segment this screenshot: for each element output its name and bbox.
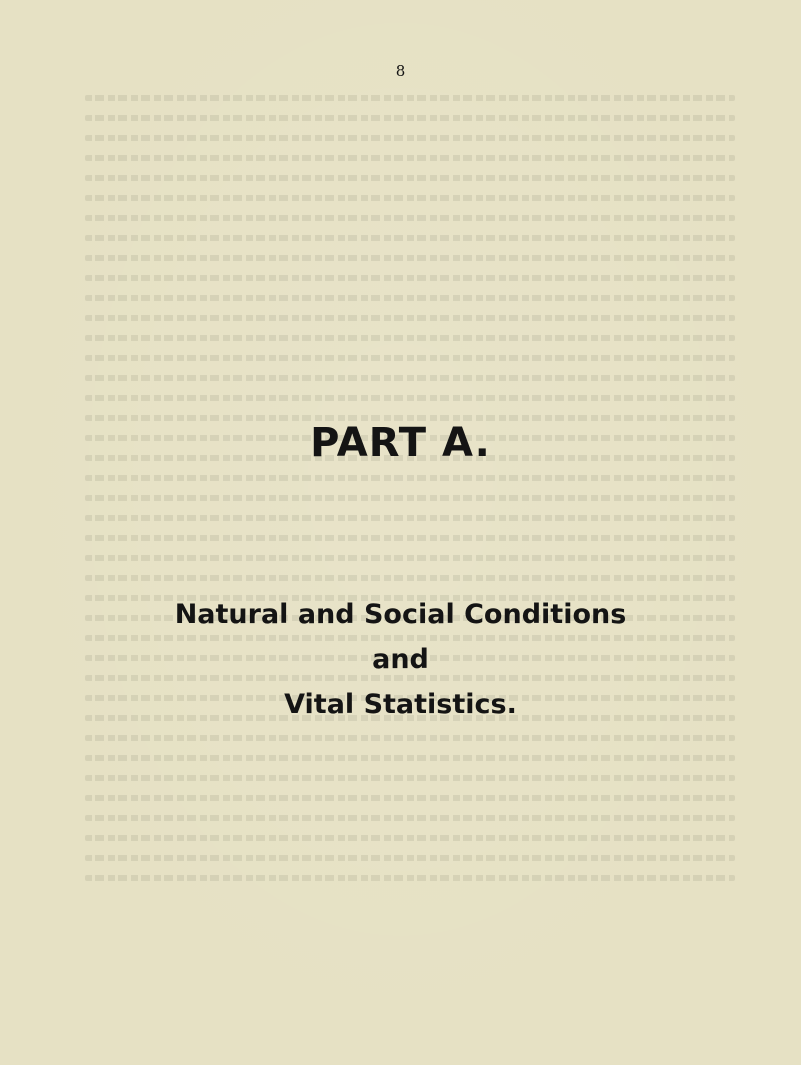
show-through-text-texture	[85, 95, 735, 955]
page-number: 8	[395, 62, 406, 80]
subtitle-line-3: Vital Statistics.	[284, 689, 517, 720]
subtitle-line-2: and	[372, 644, 429, 675]
section-subtitle	[0, 592, 801, 727]
subtitle-line-1: Natural and Social Conditions	[174, 599, 627, 630]
part-title: PART A.	[310, 420, 491, 466]
